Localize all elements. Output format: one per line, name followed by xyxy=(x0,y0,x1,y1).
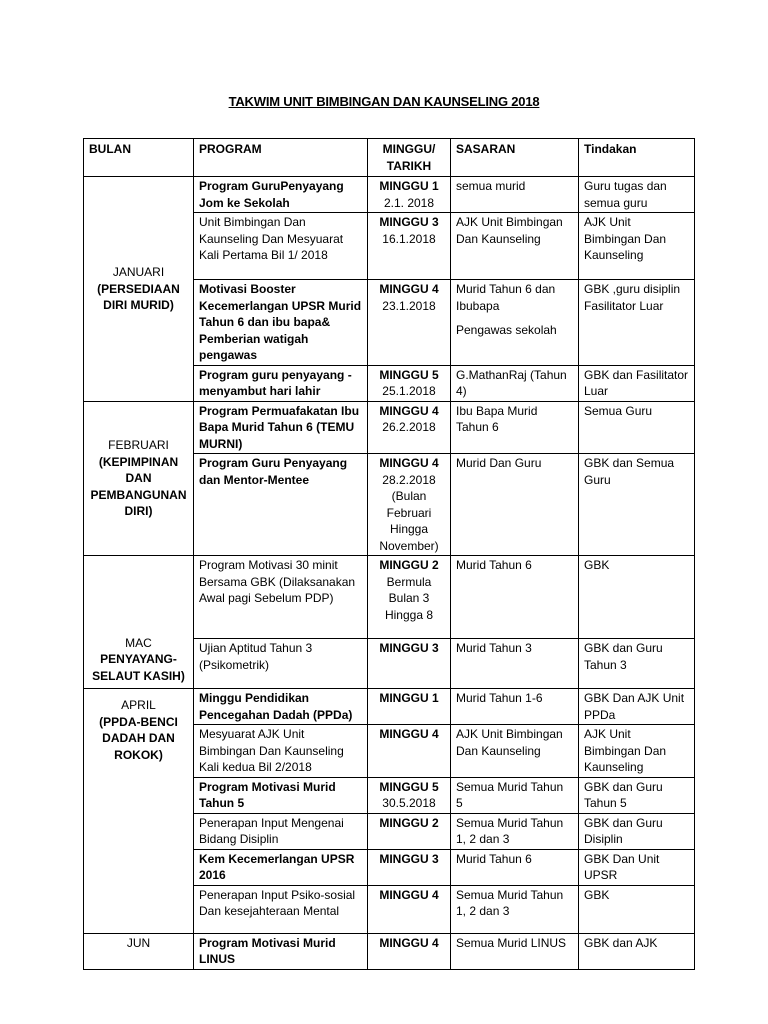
minggu-cell xyxy=(368,725,451,778)
minggu-cell xyxy=(368,280,451,366)
week-label: MINGGU 1 xyxy=(379,179,439,193)
program-cell: Program Motivasi Murid LINUS xyxy=(194,933,368,969)
sasaran-cell: Murid Tahun 3 xyxy=(451,639,579,689)
minggu-cell xyxy=(368,885,451,933)
tindakan-cell: GBK dan AJK xyxy=(579,933,695,969)
program-cell: Unit Bimbingan Dan Kaunseling Dan Mesyuarat Kali Pertama Bil 1/ 2018 xyxy=(194,213,368,280)
header-sasaran: SASARAN xyxy=(451,139,579,177)
tindakan-cell: GBK dan Fasilitator Luar xyxy=(579,365,695,401)
header-minggu-tarikh: MINGGU/ TARIKH xyxy=(368,139,451,177)
month-cell-mac xyxy=(84,556,194,689)
tindakan-cell: GBK Dan AJK Unit PPDa xyxy=(579,689,695,725)
week-label: MINGGU 1 xyxy=(379,691,439,705)
week-label: MINGGU 5 xyxy=(379,367,439,382)
month-name: JANUARI xyxy=(112,265,165,279)
date-label: 30.5.2018 xyxy=(382,796,436,810)
sasaran-text-secondary: Pengawas sekolah xyxy=(456,323,557,337)
month-cell-jun xyxy=(84,933,194,969)
minggu-cell xyxy=(368,401,451,454)
page-title: TAKWIM UNIT BIMBINGAN DAN KAUNSELING 2018 xyxy=(228,94,540,109)
sasaran-cell: Semua Murid Tahun 1, 2 dan 3 xyxy=(451,885,579,933)
date-label: Bermula Bulan 3 Hingga 8 xyxy=(384,574,434,622)
week-label: MINGGU 4 xyxy=(379,403,439,418)
month-name: MAC xyxy=(125,635,152,650)
date-label: 25.1.2018 xyxy=(382,384,436,398)
week-label: MINGGU 5 xyxy=(379,779,439,794)
table-row xyxy=(84,933,695,969)
minggu-cell xyxy=(368,365,451,401)
month-name: APRIL xyxy=(121,698,156,712)
date-label: 2.1. 2018 xyxy=(383,195,435,210)
month-name: JUN xyxy=(126,935,151,950)
date-label: 28.2.2018 (Bulan Februari Hingga November) xyxy=(379,472,439,553)
table-row xyxy=(84,689,695,725)
table-row xyxy=(84,401,695,454)
tindakan-cell: GBK xyxy=(579,885,695,933)
header-tindakan: Tindakan xyxy=(579,139,695,177)
month-cell-januari xyxy=(84,177,194,402)
program-cell: Motivasi Booster Kecemerlangan UPSR Murid Tahun 6 dan ibu bapa& Pemberian watigah pengawas xyxy=(194,280,368,366)
sasaran-cell: Murid Tahun 6 xyxy=(451,556,579,639)
calendar-table xyxy=(83,138,695,970)
month-name: FEBRUARI xyxy=(108,438,169,452)
tindakan-cell: GBK ,guru disiplin Fasilitator Luar xyxy=(579,280,695,366)
tindakan-cell: Semua Guru xyxy=(579,401,695,454)
program-cell: Program Guru Penyayang dan Mentor-Mentee xyxy=(194,454,368,556)
program-cell: Minggu Pendidikan Pencegahan Dadah (PPDa) xyxy=(194,689,368,725)
minggu-cell xyxy=(368,556,451,639)
week-label: MINGGU 4 xyxy=(379,887,439,902)
tindakan-cell: GBK dan Guru Disiplin xyxy=(579,813,695,849)
minggu-cell xyxy=(368,849,451,885)
minggu-cell xyxy=(368,777,451,813)
sasaran-text: Murid Tahun 6 dan Ibubapa xyxy=(456,282,556,313)
date-label: 23.1.2018 xyxy=(382,298,436,313)
minggu-cell xyxy=(368,454,451,556)
date-label: 16.1.2018 xyxy=(382,231,436,246)
program-cell: Ujian Aptitud Tahun 3 (Psikometrik) xyxy=(194,639,368,689)
minggu-cell xyxy=(368,933,451,969)
sasaran-cell: Semua Murid Tahun 1, 2 dan 3 xyxy=(451,813,579,849)
week-label: MINGGU 3 xyxy=(379,851,439,866)
program-cell: Mesyuarat AJK Unit Bimbingan Dan Kaunseling Kali kedua Bil 2/2018 xyxy=(194,725,368,778)
minggu-cell xyxy=(368,813,451,849)
program-cell: Penerapan Input Psiko-sosial Dan kesejahteraan Mental xyxy=(194,885,368,933)
sasaran-cell: Murid Tahun 1-6 xyxy=(451,689,579,725)
sasaran-cell: Murid Tahun 6 xyxy=(451,849,579,885)
tindakan-cell: AJK Unit Bimbingan Dan Kaunseling xyxy=(579,213,695,280)
tindakan-cell: GBK Dan Unit UPSR xyxy=(579,849,695,885)
header-row xyxy=(84,139,695,177)
header-program: PROGRAM xyxy=(194,139,368,177)
sasaran-cell: G.MathanRaj (Tahun 4) xyxy=(451,365,579,401)
minggu-cell xyxy=(368,177,451,213)
table-row xyxy=(84,177,695,213)
minggu-cell xyxy=(368,689,451,725)
tindakan-cell: GBK xyxy=(579,556,695,639)
sasaran-cell xyxy=(451,280,579,366)
program-cell: Program guru penyayang -menyambut hari lahir xyxy=(194,365,368,401)
month-theme: (PERSEDIAAN DIRI MURID) xyxy=(97,281,180,312)
week-label: MINGGU 3 xyxy=(379,215,439,229)
minggu-cell xyxy=(368,213,451,280)
sasaran-cell: Semua Murid LINUS xyxy=(451,933,579,969)
week-label: MINGGU 4 xyxy=(379,935,439,950)
tindakan-cell: AJK Unit Bimbingan Dan Kaunseling xyxy=(579,725,695,778)
program-cell: Program Motivasi 30 minit Bersama GBK (Dilaksanakan Awal pagi Sebelum PDP) xyxy=(194,556,368,639)
program-cell: Program GuruPenyayang Jom ke Sekolah xyxy=(194,177,368,213)
sasaran-cell: AJK Unit Bimbingan Dan Kaunseling xyxy=(451,725,579,778)
tindakan-cell: GBK dan Guru Tahun 3 xyxy=(579,639,695,689)
week-label: MINGGU 4 xyxy=(379,282,439,296)
tindakan-cell: Guru tugas dan semua guru xyxy=(579,177,695,213)
month-cell-april xyxy=(84,689,194,934)
sasaran-cell: Ibu Bapa Murid Tahun 6 xyxy=(451,401,579,454)
minggu-cell xyxy=(368,639,451,689)
sasaran-cell: semua murid xyxy=(451,177,579,213)
tindakan-cell: GBK dan Semua Guru xyxy=(579,454,695,556)
month-theme: PENYAYANG- SELAUT KASIH) xyxy=(92,652,185,683)
tindakan-cell: GBK dan Guru Tahun 5 xyxy=(579,777,695,813)
month-theme: (KEPIMPINAN DAN PEMBANGUNAN DIRI) xyxy=(90,454,187,518)
week-label: MINGGU 4 xyxy=(379,456,439,470)
program-cell: Program Permuafakatan Ibu Bapa Murid Tahun 6 (TEMU MURNI) xyxy=(194,401,368,454)
program-cell: Program Motivasi Murid Tahun 5 xyxy=(194,777,368,813)
week-label: MINGGU 3 xyxy=(379,641,439,655)
program-cell: Penerapan Input Mengenai Bidang Disiplin xyxy=(194,813,368,849)
sasaran-cell: Semua Murid Tahun 5 xyxy=(451,777,579,813)
date-label: 26.2.2018 xyxy=(382,420,436,434)
sasaran-cell: AJK Unit Bimbingan Dan Kaunseling xyxy=(451,213,579,280)
month-cell-februari xyxy=(84,401,194,556)
program-cell: Kem Kecemerlangan UPSR 2016 xyxy=(194,849,368,885)
month-theme: (PPDA-BENCI DADAH DAN ROKOK) xyxy=(99,714,178,762)
table-row xyxy=(84,556,695,639)
week-label: MINGGU 2 xyxy=(379,815,439,830)
week-label: MINGGU 4 xyxy=(379,727,439,741)
sasaran-cell: Murid Dan Guru xyxy=(451,454,579,556)
week-label: MINGGU 2 xyxy=(379,558,439,572)
header-bulan: BULAN xyxy=(84,139,194,177)
